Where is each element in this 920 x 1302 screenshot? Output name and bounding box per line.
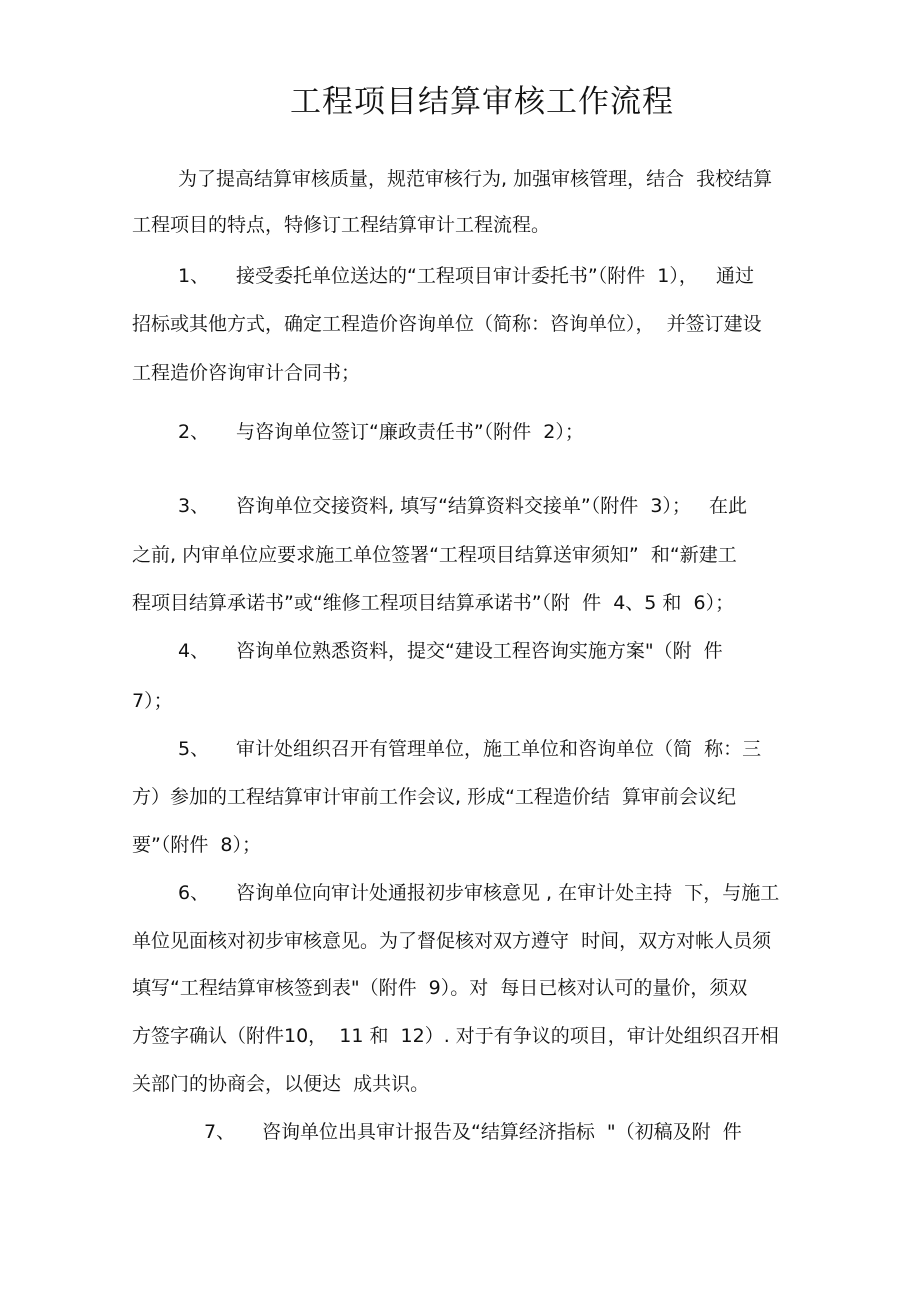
item-line: 咨询单位出具审计报告及“结算经济指标 "（初稿及附 件: [262, 1121, 742, 1143]
item-line: 填写“工程结算审核签到表"（附件 9）。对 每日已核对认可的量价，须双: [132, 977, 748, 999]
item-line: 咨询单位交接资料, 填写“结算资料交接单”（附件 3）； 在此: [236, 495, 748, 517]
item-line: 单位见面核对初步审核意见。为了督促核对双方遵守 时间，双方对帐人员须: [132, 930, 772, 952]
item-line: 关部门的协商会，以便达 成共识。: [132, 1073, 430, 1095]
item-number: 2、: [178, 421, 210, 443]
item-line: 招标或其他方式，确定工程造价咨询单位（简称：咨询单位）， 并签订建设: [132, 313, 762, 335]
item-line: 程项目结算承诺书”或“维修工程项目结算承诺书”（附 件 4、5 和 6）；: [132, 592, 735, 614]
item-line: 7）；: [132, 690, 173, 712]
intro-line-1: 为了提高结算审核质量，规范审核行为, 加强审核管理，结合 我校结算: [178, 168, 773, 190]
item-line: 接受委托单位送达的“工程项目审计委托书”（附件 1）， 通过: [236, 265, 754, 287]
item-number: 1、: [178, 265, 210, 287]
item-line: 要”（附件 8）；: [132, 834, 262, 856]
intro-line-2: 工程项目的特点，特修订工程结算审计工程流程。: [132, 214, 551, 236]
document-title: 工程项目结算审核工作流程: [290, 84, 674, 120]
item-number: 3、: [178, 495, 210, 517]
item-line: 方）参加的工程结算审计审前工作会议, 形成“工程造价结 算审前会议纪: [132, 786, 737, 808]
item-line: 咨询单位向审计处通报初步审核意见 , 在审计处主持 下，与施工: [236, 882, 780, 904]
item-number: 4、: [178, 640, 210, 662]
item-line: 方签字确认（附件10， 11 和 12）. 对于有争议的项目，审计处组织召开相: [132, 1025, 779, 1047]
item-number: 5、: [178, 738, 210, 760]
item-line: 审计处组织召开有管理单位，施工单位和咨询单位（简 称：三: [236, 738, 762, 760]
item-line: 之前, 内审单位应要求施工单位签署“工程项目结算送审须知” 和“新建工: [132, 544, 737, 566]
item-number: 6、: [178, 882, 210, 904]
item-number: 7、: [204, 1121, 236, 1143]
item-line: 与咨询单位签订“廉政责任书”（附件 2）；: [236, 421, 584, 443]
item-line: 工程造价咨询审计合同书；: [132, 362, 361, 384]
item-line: 咨询单位熟悉资料，提交“建设工程咨询实施方案"（附 件: [236, 640, 723, 662]
